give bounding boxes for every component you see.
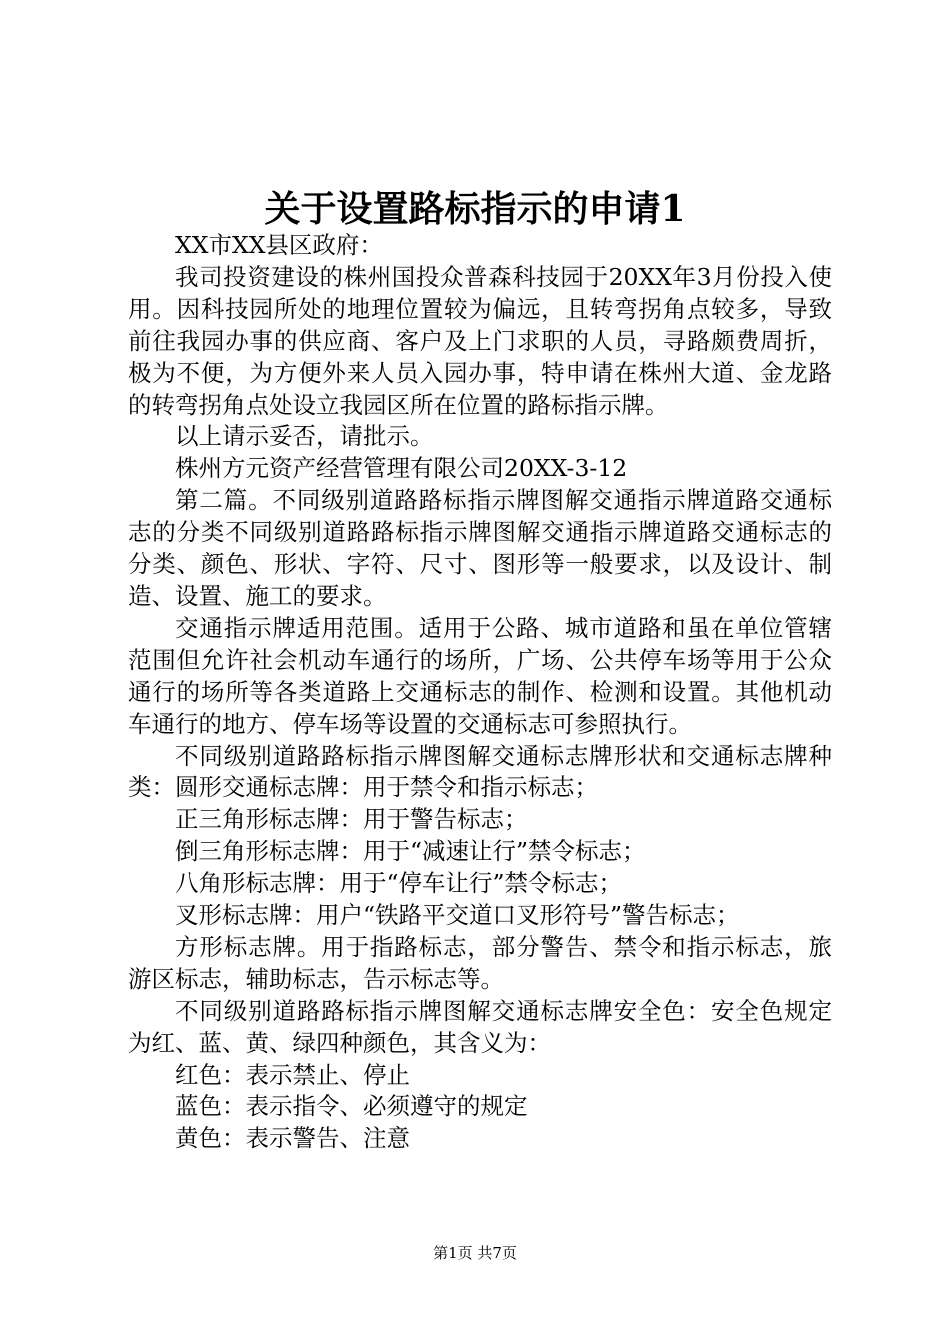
page-number: 第1页 共7页 bbox=[433, 1244, 517, 1262]
paragraph-square: 方形标志牌。用于指路标志，部分警告、禁令和指示标志，旅游区标志，辅助标志，告示标志等。 bbox=[128, 932, 832, 993]
paragraph-signature: 株州方元资产经营管理有限公司20XX-3-12 bbox=[175, 454, 628, 483]
paragraph-octagon: 八角形标志牌：用于“停车让行”禁令标志； bbox=[175, 869, 623, 898]
paragraph-cross: 叉形标志牌：用户“铁路平交道口叉形符号”警告标志； bbox=[175, 901, 740, 930]
paragraph-sign-shapes: 不同级别道路路标指示牌图解交通标志牌形状和交通标志牌种类：圆形交通标志牌：用于禁令和指示标志； bbox=[128, 741, 832, 802]
document-title: 关于设置路标指示的申请1 bbox=[264, 188, 686, 230]
document-body bbox=[128, 230, 832, 1155]
paragraph-inverted-triangle: 倒三角形标志牌：用于“减速让行”禁令标志； bbox=[175, 837, 646, 866]
paragraph-blue: 蓝色：表示指令、必须遵守的规定 bbox=[175, 1092, 528, 1121]
salutation: XX市XX县区政府： bbox=[175, 231, 383, 259]
paragraph-closing: 以上请示妥否，请批示。 bbox=[175, 422, 434, 451]
paragraph-triangle: 正三角形标志牌：用于警告标志； bbox=[175, 805, 528, 834]
paragraph-section-two: 第二篇。不同级别道路路标指示牌图解交通指示牌道路交通标志的分类不同级别道路路标指示牌图解交通指示牌道路交通标志的分类、颜色、形状、字符、尺寸、图形等一般要求，以及设计、制造、设置、施工的要求。 bbox=[128, 486, 832, 610]
paragraph-yellow: 黄色：表示警告、注意 bbox=[175, 1124, 410, 1153]
paragraph-request: 我司投资建设的株州国投众普森科技园于20XX年3月份投入使用。因科技园所处的地理位置较为偏远，且转弯拐角点较多，导致前往我园办事的供应商、客户及上门求职的人员，寻路颇费周折，极为不便，为方便外来人员入园办事，特申请在株州大道、金龙路的转弯拐角点处设立我园区所在位置的路标指示牌。 bbox=[128, 262, 832, 419]
paragraph-safety-colors: 不同级别道路路标指示牌图解交通标志牌安全色：安全色规定为红、蓝、黄、绿四种颜色，其含义为： bbox=[128, 996, 832, 1057]
paragraph-red: 红色：表示禁止、停止 bbox=[175, 1060, 410, 1089]
paragraph-scope: 交通指示牌适用范围。适用于公路、城市道路和虽在单位管辖范围但允许社会机动车通行的场所，广场、公共停车场等用于公众通行的场所等各类道路上交通标志的制作、检测和设置。其他机动车通行的地方、停车场等设置的交通标志可参照执行。 bbox=[128, 613, 832, 738]
